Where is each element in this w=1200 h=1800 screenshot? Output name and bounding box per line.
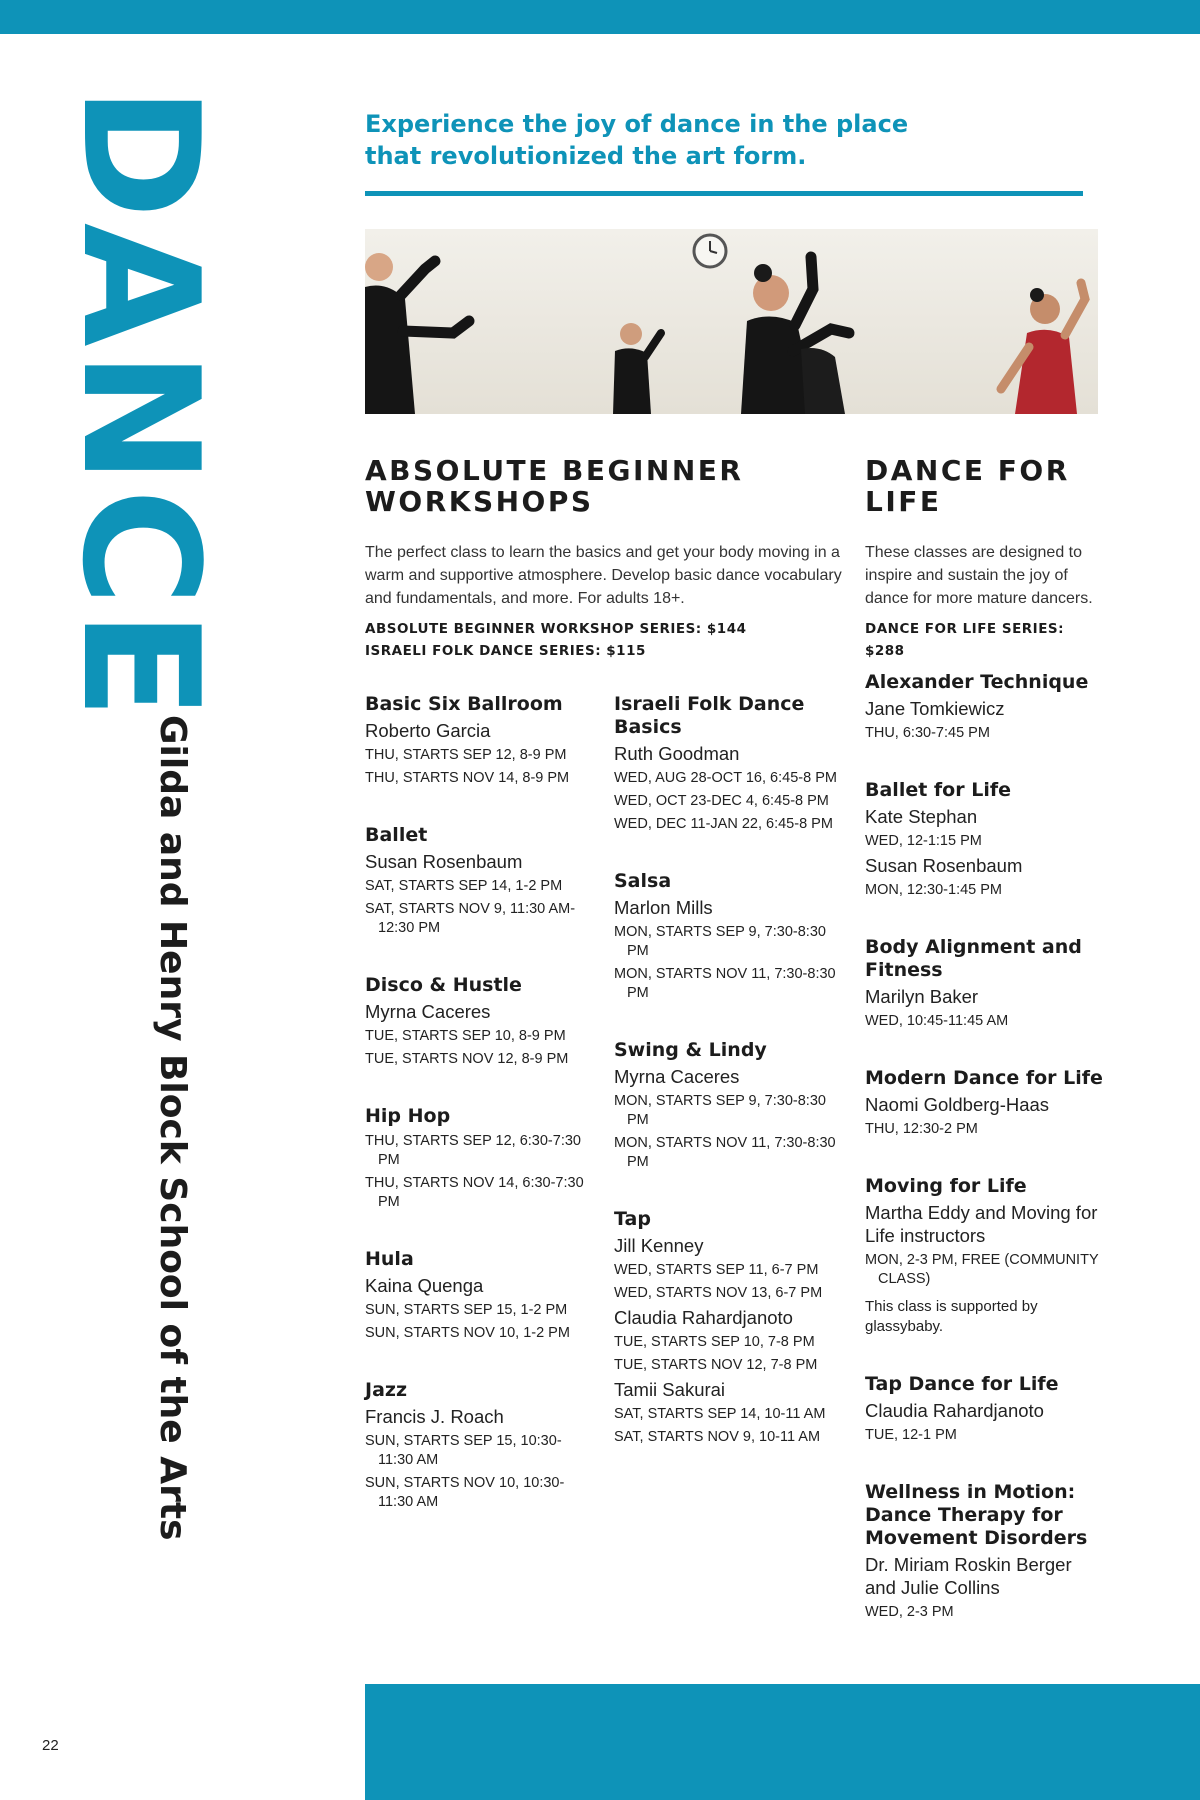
class-name: Jazz: [365, 1379, 408, 1401]
dance-class-photo: [365, 229, 1098, 414]
life-description: These classes are designed to inspire and sustain the joy of dance for more mature dancers.: [865, 544, 1093, 607]
instructor-name: Dr. Miriam Roskin Berger and Julie Collins: [865, 1554, 1072, 1598]
class-listing: [865, 1067, 1105, 1139]
schedule-line: SAT, STARTS SEP 14, 10-11 AM: [614, 1406, 826, 1422]
instructor-name: Jane Tomkiewicz: [865, 698, 1005, 719]
class-listing: [614, 1039, 844, 1172]
class-name: Moving for Life: [865, 1175, 1027, 1197]
life-section-header: [865, 455, 1105, 662]
instructor-name: Marilyn Baker: [865, 986, 979, 1007]
instructor-name: Marlon Mills: [614, 897, 713, 918]
side-title: DANCE: [47, 86, 234, 724]
instructor-name: Susan Rosenbaum: [365, 851, 523, 872]
schedule-line: MON, 12:30-1:45 PM: [865, 882, 1002, 898]
class-listing: [865, 671, 1105, 743]
instructor-name: Ruth Goodman: [614, 743, 740, 764]
beginner-classes-column-2: [614, 693, 844, 1483]
class-name: Hip Hop: [365, 1105, 451, 1127]
instructor-name: Roberto Garcia: [365, 720, 491, 741]
class-name: Body Alignment and Fitness: [865, 936, 1082, 981]
class-name: Basic Six Ballroom: [365, 693, 563, 715]
instructor-name: Francis J. Roach: [365, 1406, 504, 1427]
instructor-name: Naomi Goldberg-Haas: [865, 1094, 1050, 1115]
price-line: ABSOLUTE BEGINNER WORKSHOP SERIES: $144: [365, 621, 747, 637]
class-listing: [865, 779, 1105, 900]
schedule-line: TUE, STARTS SEP 10, 8-9 PM: [365, 1028, 566, 1044]
class-listing: [614, 870, 844, 1003]
class-listing: [865, 1373, 1105, 1445]
schedule-line: WED, AUG 28-OCT 16, 6:45-8 PM: [614, 770, 837, 786]
class-listing: [365, 824, 585, 938]
class-name: Alexander Technique: [865, 671, 1089, 693]
class-listing: [365, 1379, 585, 1512]
beginner-title: ABSOLUTE BEGINNER WORKSHOPS: [365, 454, 744, 518]
schedule-line: SAT, STARTS NOV 9, 10-11 AM: [614, 1429, 821, 1445]
top-accent-bar: [0, 0, 1200, 34]
instructor-name: Susan Rosenbaum: [865, 855, 1023, 876]
schedule-line: WED, STARTS SEP 11, 6-7 PM: [614, 1262, 819, 1278]
schedule-line: SAT, STARTS SEP 14, 1-2 PM: [365, 878, 563, 894]
class-listing: [365, 693, 585, 788]
schedule-line: MON, STARTS SEP 9, 7:30-8:30 PM: [614, 1093, 826, 1128]
instructor-name: Jill Kenney: [614, 1235, 704, 1256]
instructor-name: Myrna Caceres: [614, 1066, 740, 1087]
schedule-line: MON, 2-3 PM, FREE (COMMUNITY CLASS): [865, 1252, 1099, 1287]
class-name: Israeli Folk Dance Basics: [614, 693, 805, 738]
price-line: ISRAELI FOLK DANCE SERIES: $115: [365, 643, 646, 659]
schedule-line: TUE, STARTS NOV 12, 8-9 PM: [365, 1051, 569, 1067]
schedule-line: THU, 12:30-2 PM: [865, 1121, 978, 1137]
schedule-line: WED, 12-1:15 PM: [865, 833, 982, 849]
instructor-name: Claudia Rahardjanoto: [865, 1400, 1044, 1421]
instructor-name: Myrna Caceres: [365, 1001, 491, 1022]
schedule-line: SUN, STARTS SEP 15, 1-2 PM: [365, 1302, 568, 1318]
schedule-line: WED, STARTS NOV 13, 6-7 PM: [614, 1285, 823, 1301]
schedule-line: THU, 6:30-7:45 PM: [865, 725, 990, 741]
class-name: Tap: [614, 1208, 651, 1230]
schedule-line: THU, STARTS NOV 14, 6:30-7:30 PM: [365, 1175, 584, 1210]
class-listing: [365, 974, 585, 1069]
class-listing: [365, 1248, 585, 1343]
sponsor-note: This class is supported by glassybaby.: [865, 1298, 1038, 1335]
instructor-name: Tamii Sakurai: [614, 1379, 726, 1400]
beginner-description: The perfect class to learn the basics and get your body moving in a warm and supportive atmosphere. Develop basic dance vocabulary and fundamentals, and more. For adults 18+.: [365, 544, 842, 607]
schedule-line: MON, STARTS SEP 9, 7:30-8:30 PM: [614, 924, 826, 959]
schedule-line: SUN, STARTS SEP 15, 10:30-11:30 AM: [365, 1433, 562, 1468]
school-name: Gilda and Henry Block School of the Arts: [152, 715, 193, 1541]
instructor-name: Claudia Rahardjanoto: [614, 1307, 793, 1328]
tagline: Experience the joy of dance in the place that revolutionized the art form.: [365, 110, 909, 170]
class-listing: [614, 693, 844, 834]
class-name: Ballet: [365, 824, 428, 846]
class-name: Tap Dance for Life: [865, 1373, 1059, 1395]
beginner-classes-column-1: [365, 693, 585, 1548]
class-listing: [365, 1105, 585, 1212]
schedule-line: SAT, STARTS NOV 9, 11:30 AM-12:30 PM: [365, 901, 576, 936]
schedule-line: MON, STARTS NOV 11, 7:30-8:30 PM: [614, 1135, 836, 1170]
schedule-line: MON, STARTS NOV 11, 7:30-8:30 PM: [614, 966, 836, 1001]
class-name: Disco & Hustle: [365, 974, 522, 996]
instructor-name: Kaina Quenga: [365, 1275, 484, 1296]
schedule-line: WED, DEC 11-JAN 22, 6:45-8 PM: [614, 816, 833, 832]
schedule-line: SUN, STARTS NOV 10, 10:30-11:30 AM: [365, 1475, 565, 1510]
schedule-line: WED, 2-3 PM: [865, 1604, 954, 1620]
beginner-section-header: [365, 455, 845, 662]
schedule-line: WED, 10:45-11:45 AM: [865, 1013, 1009, 1029]
class-name: Hula: [365, 1248, 414, 1270]
class-listing: [865, 1481, 1105, 1622]
page-number: 22: [42, 1737, 59, 1754]
dance-for-life-classes-column: [865, 671, 1105, 1658]
schedule-line: THU, STARTS SEP 12, 6:30-7:30 PM: [365, 1133, 581, 1168]
class-name: Wellness in Motion: Dance Therapy for Movement Disorders: [865, 1481, 1088, 1549]
schedule-line: SUN, STARTS NOV 10, 1-2 PM: [365, 1325, 570, 1341]
class-listing: [865, 1175, 1105, 1337]
class-name: Salsa: [614, 870, 672, 892]
schedule-line: TUE, STARTS SEP 10, 7-8 PM: [614, 1334, 815, 1350]
class-listing: [614, 1208, 844, 1447]
price-line: DANCE FOR LIFE SERIES: $288: [865, 621, 1065, 659]
tagline-divider: [365, 191, 1083, 196]
instructor-name: Kate Stephan: [865, 806, 978, 827]
schedule-line: TUE, 12-1 PM: [865, 1427, 957, 1443]
life-title: DANCE FOR LIFE: [865, 454, 1070, 518]
schedule-line: WED, OCT 23-DEC 4, 6:45-8 PM: [614, 793, 829, 809]
class-name: Swing & Lindy: [614, 1039, 767, 1061]
class-listing: [865, 936, 1105, 1031]
beginner-prices: [365, 618, 845, 662]
instructor-name: Martha Eddy and Moving for Life instructors: [865, 1202, 1098, 1246]
bottom-accent-block: [365, 1684, 1200, 1800]
schedule-line: THU, STARTS NOV 14, 8-9 PM: [365, 770, 570, 786]
class-name: Ballet for Life: [865, 779, 1011, 801]
dancers-illustration: [365, 229, 1098, 414]
schedule-line: TUE, STARTS NOV 12, 7-8 PM: [614, 1357, 818, 1373]
schedule-line: THU, STARTS SEP 12, 8-9 PM: [365, 747, 567, 763]
class-name: Modern Dance for Life: [865, 1067, 1103, 1089]
